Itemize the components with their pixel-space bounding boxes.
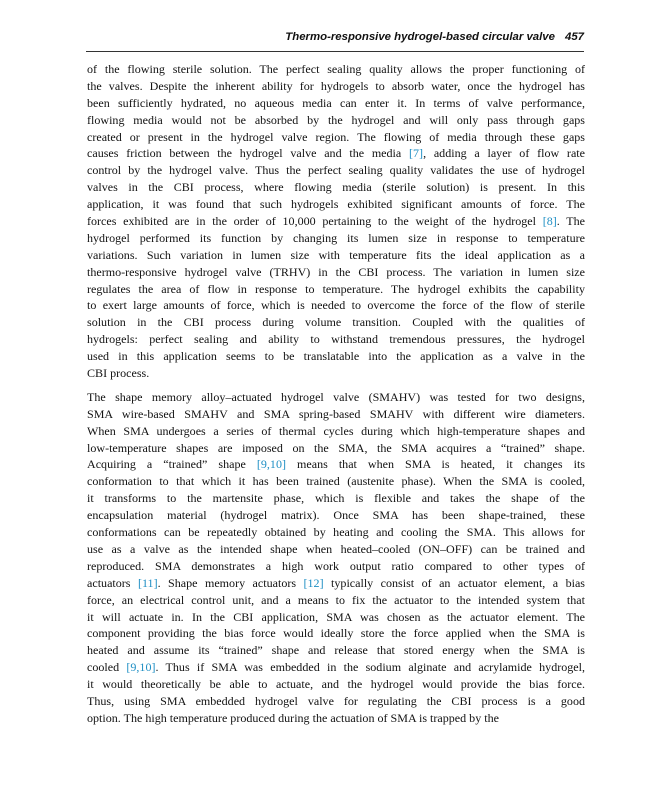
text-line [87, 609, 585, 626]
citation-link[interactable]: [11] [137, 575, 158, 590]
body-text [87, 61, 585, 727]
text-line [87, 524, 585, 541]
text-line [87, 281, 585, 298]
text-segment: it transforms to the martensite phase, which is flexible and takes the shape of the [87, 491, 585, 506]
text-line [87, 213, 585, 230]
text-segment: created or present in the hydrogel valve region. The flowing of media through these gaps [87, 129, 585, 144]
text-segment: component providing the bias force would ideally store the force applied when the SMA is [87, 626, 585, 641]
text-segment: forces exhibited are in the order of 10,000 pertaining to the weight of the hydrogel [87, 214, 543, 229]
text-segment: control by the hydrogel valve. Thus the perfect sealing quality validates the use of hydrogel [87, 163, 585, 178]
text-segment: of the flowing sterile solution. The perfect sealing quality allows the proper functioning of [87, 62, 585, 76]
text-segment: . Shape memory actuators [157, 575, 304, 590]
text-line [87, 693, 585, 710]
text-line [87, 406, 585, 423]
text-line [87, 264, 585, 281]
citation-link[interactable]: [12] [303, 575, 324, 590]
text-segment: it would theoretically be able to actuate, and the hydrogel would provide the bias force. [87, 677, 585, 692]
text-line [87, 642, 585, 659]
text-segment: the valves. Despite the inherent ability for hydrogels to absorb water, once the hydrogel has [87, 78, 585, 93]
text-line [87, 61, 585, 78]
text-line [87, 314, 585, 331]
text-segment: causes friction between the hydrogel valve and the media [87, 146, 410, 161]
text-line [87, 365, 585, 382]
header-rule [86, 51, 584, 52]
text-segment: The shape memory alloy–actuated hydrogel valve (SMAHV) was tested for two designs, [87, 389, 585, 404]
text-segment: to exert large amounts of force, which is needed to overcome the force of the flow of sterile [87, 298, 585, 313]
text-segment: hydrogel performed its function by changing its lumen size in response to temperature [87, 230, 585, 245]
citation-link[interactable]: [7] [409, 146, 424, 161]
page-number: 457 [564, 31, 584, 43]
text-segment: encapsulation material (hydrogel matrix). Once SMA has been shape-trained, these [87, 508, 585, 523]
text-line [87, 230, 585, 247]
citation-link[interactable]: [9,10] [256, 457, 286, 472]
text-segment: force, an electrical control unit, and a means to fix the actuator to the intended system that [87, 592, 585, 607]
text-segment: been sufficiently hydrated, no aqueous media can enter it. In terms of valve performance, [87, 95, 585, 110]
text-line [87, 592, 585, 609]
text-line [87, 348, 585, 365]
text-line [87, 247, 585, 264]
text-segment: SMA wire-based SMAHV and SMA spring-based SMAHV with different wire diameters. [87, 406, 585, 421]
text-line [87, 423, 585, 440]
text-segment: hydrogels: perfect sealing and ability to withstand tremendous pressures, the hydrogel [87, 332, 585, 347]
running-title: Thermo-responsive hydrogel-based circular valve [285, 31, 555, 43]
text-segment: variations. Such variation in lumen size with temperature fits the ideal application as a [87, 247, 585, 262]
text-line [87, 676, 585, 693]
text-segment: it will actuate in. In the CBI application, SMA was chosen as the actuator element. The [87, 609, 585, 624]
text-segment: use as a valve as the intended shape when heated–cooled (ON–OFF) can be trained and [87, 541, 585, 556]
text-segment: valves in the CBI process, where flowing media (sterile solution) is present. In this [87, 180, 585, 195]
running-header [86, 31, 584, 49]
text-segment: cooled [87, 660, 127, 675]
text-segment: option. The high temperature produced during the actuation of SMA is trapped by the [87, 710, 499, 725]
text-line [87, 95, 585, 112]
text-segment: , adding a layer of flow rate [423, 146, 585, 161]
text-segment: regulates the area of flow in response to temperature. The hydrogel exhibits the capability [87, 281, 585, 296]
text-line [87, 179, 585, 196]
text-segment: Thus, using SMA embedded hydrogel valve for regulating the CBI process is a good [87, 693, 585, 708]
text-line [87, 78, 585, 95]
text-line [87, 507, 585, 524]
text-line [87, 297, 585, 314]
text-segment: CBI process. [87, 366, 150, 381]
text-segment: Acquiring a “trained” shape [87, 457, 257, 472]
text-line [87, 145, 585, 162]
text-segment: heated and assume its “trained” shape and release that stored energy when the SMA is [87, 643, 585, 658]
text-line [87, 440, 585, 457]
text-segment: low-temperature shapes are imposed on the SMA, the SMA acquires a “trained” shape. [87, 440, 585, 455]
text-line [87, 625, 585, 642]
text-segment: actuators [87, 575, 138, 590]
text-line [87, 659, 585, 676]
text-line [87, 196, 585, 213]
paragraph [87, 61, 585, 382]
text-line [87, 710, 585, 727]
text-segment: solution in the CBI process during volume transition. Coupled with the qualities of [87, 315, 585, 330]
text-line [87, 541, 585, 558]
text-segment: reproduced. SMA demonstrates a high work output ratio compared to other types of [87, 558, 585, 573]
text-segment: flowing media would not be absorbed by the hydrogel and will only pass through gaps [87, 112, 585, 127]
text-segment: typically consist of an actuator element, a bias [323, 575, 585, 590]
text-segment: . Thus if SMA was embedded in the sodium alginate and acrylamide hydrogel, [155, 660, 585, 675]
text-segment: conformations can be repeatedly obtained by heating and cooling the SMA. This allows for [87, 525, 585, 540]
text-segment: . The [556, 214, 585, 229]
text-line [87, 490, 585, 507]
text-segment: thermo-responsive hydrogel valve (TRHV) in the CBI process. The variation in lumen size [87, 264, 585, 279]
text-segment: means that when SMA is heated, it changes its [286, 457, 586, 472]
citation-link[interactable]: [8] [542, 214, 557, 229]
paragraph [87, 389, 585, 727]
text-line [87, 112, 585, 129]
text-segment: conformation to that which it has been trained (austenite phase). When the SMA is cooled, [87, 474, 585, 489]
text-segment: used in this application seems to be translatable into the application as a valve in the [87, 349, 585, 364]
text-line [87, 558, 585, 575]
text-line [87, 331, 585, 348]
text-line [87, 456, 585, 473]
text-line [87, 473, 585, 490]
text-line [87, 389, 585, 406]
text-line [87, 129, 585, 146]
citation-link[interactable]: [9,10] [126, 660, 156, 675]
text-segment: When SMA undergoes a series of thermal cycles during which high-temperature shapes and [87, 423, 585, 438]
text-line [87, 162, 585, 179]
text-line [87, 575, 585, 592]
text-segment: application, it was found that such hydrogels exhibited significant amounts of force. The [87, 197, 585, 212]
